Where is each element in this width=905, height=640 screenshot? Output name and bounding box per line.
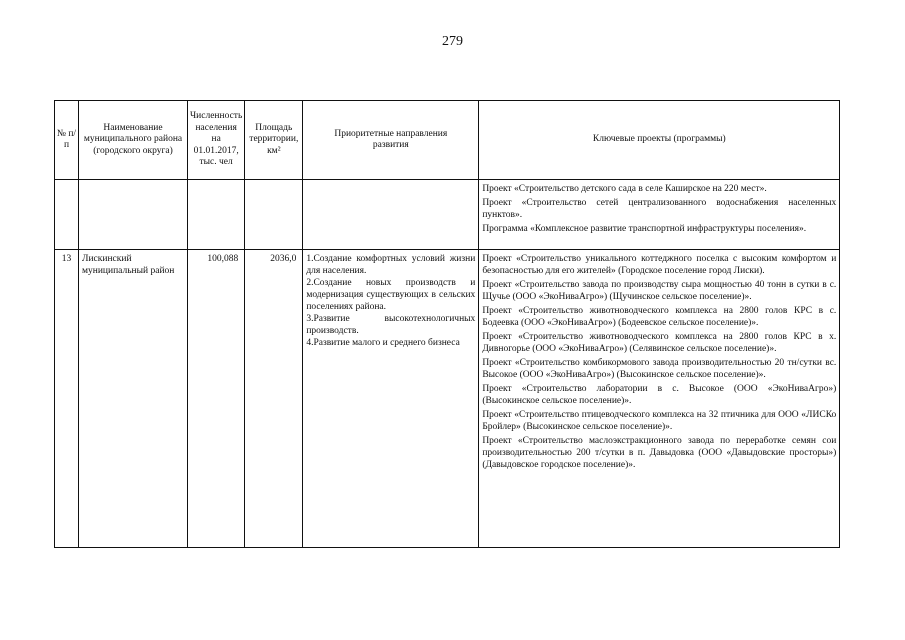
direction-item: 2.Создание новых производств и модернизация существующих в сельских поселениях района. [306, 278, 476, 312]
project-item: Проект «Строительство маслоэкстракционного завода по переработке семян сои производительностью 200 т/сутки в п. Давыдовка (ООО «Давыдовские просторы») (Давыдовское городское поселение)». [482, 436, 837, 470]
direction-item: 4.Развитие малого и среднего бизнеса [306, 338, 460, 348]
project-item: Проект «Строительство комбикормового завода производительностью 20 тн/сутки вс. Высокое (ООО «ЭкоНиваАгро») (Высокинское сельское поселение)». [482, 358, 837, 380]
continuation-project-item: Проект «Строительство сетей централизованного водоснабжения населенных пунктов». [482, 198, 837, 220]
direction-item: 3.Развитие высокотехнологичных производств. [306, 314, 476, 336]
header-projects: Ключевые проекты (программы) [479, 101, 840, 180]
direction-item: 1.Создание комфортных условий жизни для населения. [306, 254, 476, 276]
project-item: Проект «Строительство птицеводческого комплекса на 32 птичника для ООО «ЛИСКо Бройлер» (Высокинское сельское поселение)». [482, 410, 837, 432]
header-num: № п/п [55, 101, 79, 180]
continuation-project-item: Проект «Строительство детского сада в селе Каширское на 220 мест». [482, 184, 767, 194]
row-projects [479, 250, 840, 548]
header-name: Наименование муниципального района (городского округа) [79, 101, 188, 180]
header-row [55, 101, 840, 180]
project-item: Проект «Строительство завода по производству сыра мощностью 40 тонн в сутки в с. Щучье (ООО «ЭкоНиваАгро») (Щучинское сельское поселение)». [482, 280, 837, 302]
page-number: 279 [442, 34, 463, 49]
row-directions [303, 250, 479, 548]
row-population: 100,088 [188, 250, 245, 548]
continuation-project-item: Программа «Комплексное развитие транспортной инфраструктуры поселения». [482, 224, 807, 234]
header-area: Площадь территории, км² [245, 101, 303, 180]
row-num: 13 [55, 250, 79, 548]
project-item: Проект «Строительство уникального коттеджного поселка с высоким комфортом и безопасностью для его жителей» (Городское поселение город Лиски). [482, 254, 837, 276]
row-area: 2036,0 [245, 250, 303, 548]
continuation-projects-cell [479, 180, 840, 250]
header-directions: Приоритетные направления развития [303, 101, 479, 180]
continuation-row [55, 180, 840, 250]
row-name: Лискинский муниципальный район [79, 250, 188, 548]
project-item: Проект «Строительство животноводческого комплекса на 2800 голов КРС в с. Бодеевка (ООО «ЭкоНиваАгро») (Бодеевское сельское поселение)». [482, 306, 837, 328]
header-population: Численность населения на 01.01.2017, тыс. чел [188, 101, 245, 180]
project-item: Проект «Строительство лаборатории в с. Высокое (ООО «ЭкоНиваАгро») (Высокинское сельское поселение)». [482, 384, 837, 406]
table-row [55, 250, 840, 548]
project-item: Проект «Строительство животноводческого комплекса на 2800 голов КРС в х. Дивногорье (ООО «ЭкоНиваАгро») (Селявинское сельское поселение)». [482, 332, 837, 354]
projects-table [54, 100, 840, 548]
